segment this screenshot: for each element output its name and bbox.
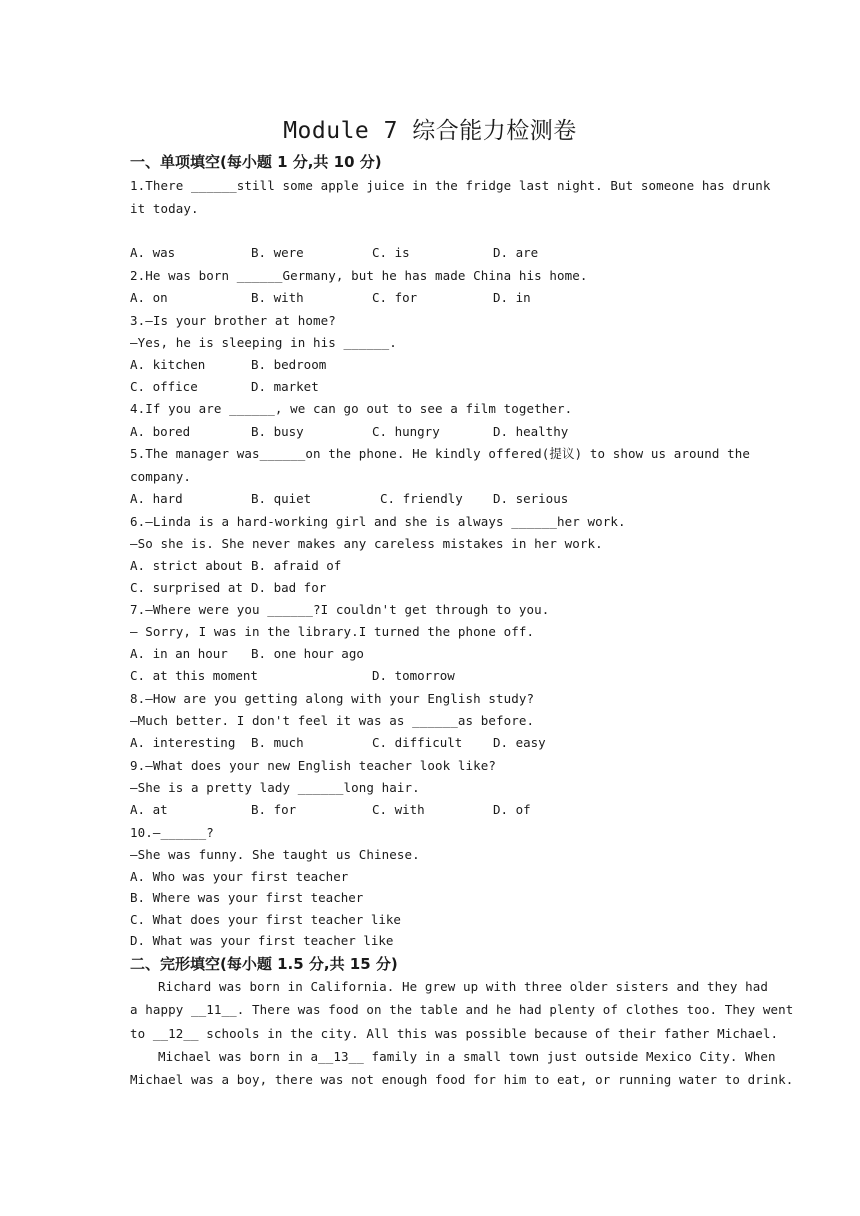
q4-option-b: B. busy	[251, 424, 304, 439]
q8-option-c: C. difficult	[372, 735, 463, 750]
q4-option-a: A. bored	[130, 424, 191, 439]
question-7-line-1: 7.—Where were you ______?I couldn't get through to you.	[130, 602, 550, 617]
q2-option-d: D. in	[493, 290, 531, 305]
q2-option-b: B. with	[251, 290, 304, 305]
q8-option-a: A. interesting	[130, 735, 236, 750]
q1-option-d: D. are	[493, 245, 539, 260]
question-6-line-1: 6.—Linda is a hard-working girl and she is always ______her work.	[130, 514, 626, 529]
question-9-line-1: 9.—What does your new English teacher look like?	[130, 758, 497, 773]
question-9-line-2: —She is a pretty lady ______long hair.	[130, 780, 420, 795]
q6-option-d: D. bad for	[251, 580, 327, 595]
q7-option-a: A. in an hour	[130, 646, 228, 661]
q10-option-d: D. What was your first teacher like	[130, 933, 394, 948]
question-3-line-1: 3.—Is your brother at home?	[130, 313, 336, 328]
q5-option-b: B. quiet	[251, 491, 312, 506]
question-4-line-1: 4.If you are ______, we can go out to see a film together.	[130, 401, 573, 416]
q1-option-c: C. is	[372, 245, 410, 260]
question-10-line-2: —She was funny. She taught us Chinese.	[130, 847, 420, 862]
q7-option-b: B. one hour ago	[251, 646, 364, 661]
q4-option-c: C. hungry	[372, 424, 440, 439]
q6-option-b: B. afraid of	[251, 558, 342, 573]
q4-option-d: D. healthy	[493, 424, 569, 439]
page-title: Module 7 综合能力检测卷	[283, 118, 577, 144]
question-10-line-1: 10.—______?	[130, 825, 214, 840]
q7-option-c: C. at this moment	[130, 668, 258, 683]
cloze-paragraph-1-line-1: Richard was born in California. He grew up with three older sisters and they had	[158, 979, 769, 994]
cloze-paragraph-1-line-2: a happy __11__. There was food on the table and he had plenty of clothes too. They went	[130, 1002, 794, 1017]
q5-option-c: C. friendly	[380, 491, 463, 506]
question-5-line-2: company.	[130, 469, 192, 484]
q2-option-c: C. for	[372, 290, 418, 305]
q9-option-d: D. of	[493, 802, 531, 817]
question-1-line-2: it today.	[130, 201, 199, 216]
q5-option-a: A. hard	[130, 491, 183, 506]
question-5-line-1: 5.The manager was______on the phone. He kindly offered(提议) to show us around the	[130, 446, 750, 461]
q9-option-b: B. for	[251, 802, 297, 817]
q2-option-a: A. on	[130, 290, 168, 305]
q10-option-a: A. Who was your first teacher	[130, 869, 349, 884]
question-8-line-1: 8.—How are you getting along with your English study?	[130, 691, 535, 706]
q10-option-c: C. What does your first teacher like	[130, 912, 401, 927]
cloze-paragraph-2-line-1: Michael was born in a__13__ family in a small town just outside Mexico City. When	[158, 1049, 776, 1064]
q3-option-a: A. kitchen	[130, 357, 206, 372]
cloze-paragraph-2-line-2: Michael was a boy, there was not enough food for him to eat, or running water to drink.	[130, 1072, 794, 1087]
section-heading-cloze: 二、完形填空(每小题 1.5 分,共 15 分)	[130, 955, 398, 973]
q1-option-a: A. was	[130, 245, 176, 260]
q6-option-c: C. surprised at	[130, 580, 243, 595]
question-8-line-2: —Much better. I don't feel it was as ______as before.	[130, 713, 535, 728]
q8-option-d: D. easy	[493, 735, 546, 750]
question-2-line-1: 2.He was born ______Germany, but he has made China his home.	[130, 268, 588, 283]
question-6-line-2: —So she is. She never makes any careless mistakes in her work.	[130, 536, 603, 551]
q3-option-c: C. office	[130, 379, 198, 394]
q6-option-a: A. strict about	[130, 558, 243, 573]
question-7-line-2: — Sorry, I was in the library.I turned the phone off.	[130, 624, 535, 639]
q5-option-d: D. serious	[493, 491, 569, 506]
section-heading-single-choice: 一、单项填空(每小题 1 分,共 10 分)	[130, 153, 382, 171]
q8-option-b: B. much	[251, 735, 304, 750]
q1-option-b: B. were	[251, 245, 304, 260]
question-3-line-2: —Yes, he is sleeping in his ______.	[130, 335, 397, 350]
question-1-line-1: 1.There ______still some apple juice in the fridge last night. But someone has drunk	[130, 178, 771, 193]
q3-option-b: B. bedroom	[251, 357, 327, 372]
q9-option-a: A. at	[130, 802, 168, 817]
cloze-paragraph-1-line-3: to __12__ schools in the city. All this was possible because of their father Michael.	[130, 1026, 779, 1041]
q9-option-c: C. with	[372, 802, 425, 817]
q10-option-b: B. Where was your first teacher	[130, 890, 364, 905]
q7-option-d: D. tomorrow	[372, 668, 455, 683]
q3-option-d: D. market	[251, 379, 319, 394]
